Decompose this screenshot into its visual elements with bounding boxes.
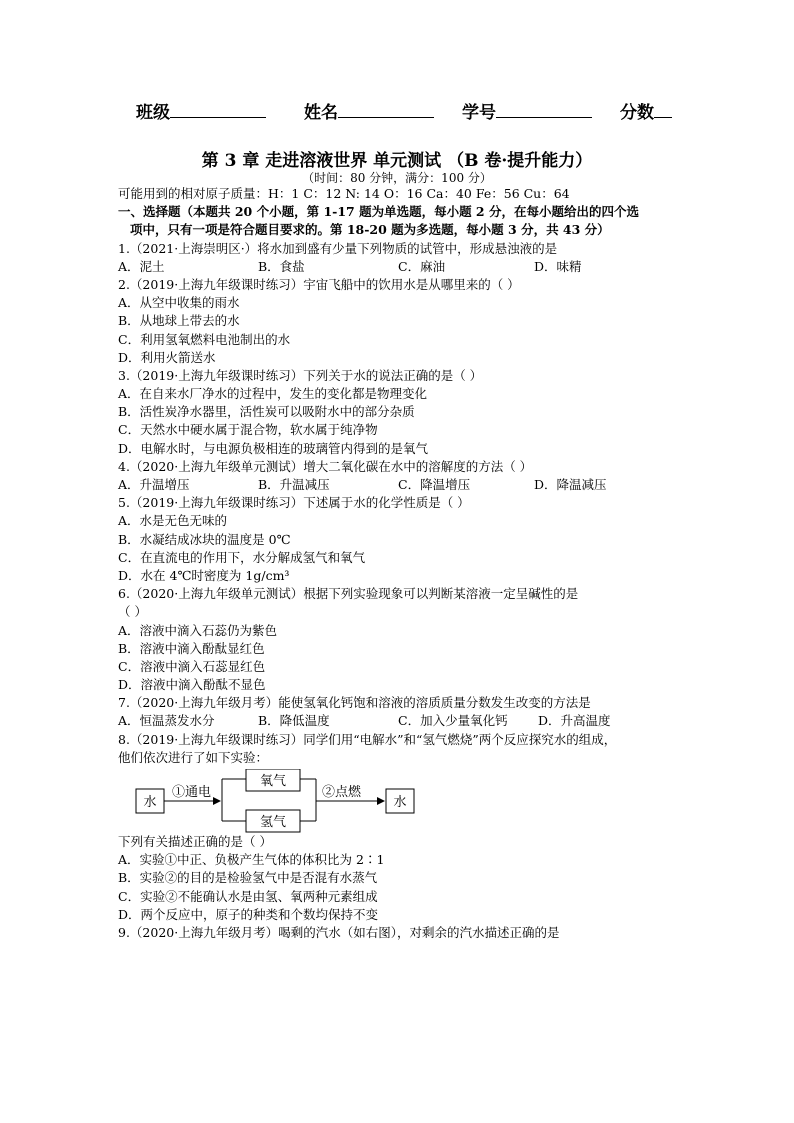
question-7-options <box>118 712 678 730</box>
score-field[interactable] <box>620 98 672 123</box>
question-1-options <box>118 258 678 276</box>
question-4-options <box>118 476 678 494</box>
option-a[interactable]: A．实验①中正、负极产生气体的体积比为 2∶1 <box>118 852 385 868</box>
option-a[interactable]: A．溶液中滴入石蕊仍为紫色 <box>118 622 278 638</box>
class-label: 班级 <box>136 103 170 123</box>
start-label: 水 <box>143 795 157 810</box>
option-d[interactable]: D．电解水时，与电源负极相连的玻璃管内得到的是氧气 <box>118 440 429 456</box>
option-d[interactable]: D．水在 4℃时密度为 1g/cm³ <box>118 567 290 583</box>
option-b[interactable]: B．降低温度 <box>258 713 330 729</box>
name-blank[interactable] <box>338 101 434 118</box>
question-9-stem: 9.（2020·上海九年级月考）喝剩的汽水（如右图），对剩余的汽水描述正确的是 <box>118 924 560 940</box>
exam-subtitle: （时间：80 分钟，满分：100 分） <box>302 171 492 185</box>
question-1-stem: 1.（2021·上海崇明区·）将水加到盛有少量下列物质的试管中，形成悬浊液的是 <box>118 240 558 256</box>
exam-title: 第 3 章 走进溶液世界 单元测试 （B 卷·提升能力） <box>201 151 593 171</box>
score-label: 分数 <box>620 103 654 123</box>
option-a[interactable]: A．水是无色无味的 <box>118 513 228 529</box>
option-a[interactable]: A．泥土 <box>118 258 165 274</box>
option-b[interactable]: B．升温减压 <box>258 477 330 492</box>
option-c[interactable]: C．降温增压 <box>398 477 471 492</box>
question-6-stem-cont: （ ） <box>118 604 147 620</box>
exam-content <box>118 185 678 942</box>
student-id-blank[interactable] <box>496 101 592 118</box>
hydrogen-label: 氢气 <box>259 815 287 830</box>
option-b[interactable]: B．溶液中滴入酚酞显红色 <box>118 640 265 656</box>
student-id-label: 学号 <box>462 103 496 123</box>
option-c[interactable]: C．实验②不能确认水是由氢、氧两种元素组成 <box>118 888 378 904</box>
step2-label: ②点燃 <box>322 785 362 800</box>
question-8-stem-cont: 他们依次进行了如下实验： <box>118 749 269 765</box>
option-d[interactable]: D．溶液中滴入酚酞不显色 <box>118 677 266 693</box>
question-4-stem: 4.（2020·上海九年级单元测试）增大二氧化碳在水中的溶解度的方法（ ） <box>118 458 533 474</box>
option-d[interactable]: D．升高温度 <box>538 713 611 729</box>
option-a[interactable]: A．从空中收集的雨水 <box>118 295 240 311</box>
option-d[interactable]: D．两个反应中，原子的种类和个数均保持不变 <box>118 906 379 922</box>
step1-label: ①通电 <box>172 785 212 800</box>
question-3-stem: 3.（2019·上海九年级课时练习）下列关于水的说法正确的是（ ） <box>118 367 483 383</box>
end-label: 水 <box>393 795 407 810</box>
student-id-field[interactable] <box>462 98 592 123</box>
option-b[interactable]: B．从地球上带去的水 <box>118 313 240 329</box>
question-5-stem: 5.（2019·上海九年级课时练习）下述属于水的化学性质是（ ） <box>118 495 470 511</box>
option-c[interactable]: C．利用氢氧燃料电池制出的水 <box>118 331 291 347</box>
section-heading: 一、选择题（本题共 20 个小题，第 1-17 题为单选题，每小题 2 分，在每小题给出的四个选 <box>118 204 639 220</box>
question-8-stem: 8.（2019·上海九年级课时练习）同学们用“电解水”和“氢气燃烧”两个反应探究水的组成， <box>118 731 617 747</box>
option-b[interactable]: B．实验②的目的是检验氢气中是否混有水蒸气 <box>118 870 378 886</box>
question-8-prompt: 下列有关描述正确的是（ ） <box>118 834 272 849</box>
option-a[interactable]: A．升温增压 <box>118 477 190 492</box>
option-c[interactable]: C．在直流电的作用下，水分解成氢气和氧气 <box>118 549 366 565</box>
option-c[interactable]: C．麻油 <box>398 258 446 274</box>
name-label: 姓名 <box>304 103 338 123</box>
flow-diagram-svg <box>118 769 438 833</box>
question-2-stem: 2.（2019·上海九年级课时练习）宇宙飞船中的饮用水是从哪里来的（ ） <box>118 276 520 292</box>
option-c[interactable]: C．天然水中硬水属于混合物，软水属于纯净物 <box>118 422 378 438</box>
option-b[interactable]: B．食盐 <box>258 258 305 274</box>
option-d[interactable]: D．降温减压 <box>534 477 607 492</box>
option-b[interactable]: B．水凝结成冰块的温度是 0℃ <box>118 531 291 547</box>
option-d[interactable]: D．利用火箭送水 <box>118 349 216 365</box>
section-heading-cont: 项中，只有一项是符合题目要求的。第 18-20 题为多选题，每小题 3 分，共 43 分） <box>130 222 610 238</box>
class-blank[interactable] <box>170 101 266 118</box>
oxygen-label: 氧气 <box>259 774 287 789</box>
question-7-stem: 7.（2020·上海九年级月考）能使氢氧化钙饱和溶液的溶质质量分数发生改变的方法是 <box>118 695 591 711</box>
option-c[interactable]: C．溶液中滴入石蕊显红色 <box>118 658 266 674</box>
question-6-stem: 6.（2020·上海九年级单元测试）根据下列实验现象可以判断某溶液一定呈碱性的是 <box>118 586 579 602</box>
class-field[interactable] <box>136 98 266 123</box>
name-field[interactable] <box>304 98 434 123</box>
score-blank[interactable] <box>654 101 672 118</box>
option-a[interactable]: A．恒温蒸发水分 <box>118 713 215 729</box>
water-experiment-diagram <box>118 769 678 833</box>
atomic-masses: 可能用到的相对原子质量：H：1 C：12 N: 14 O：16 Ca：40 Fe：56 Cu：64 <box>118 186 570 201</box>
option-a[interactable]: A．在自来水厂净水的过程中，发生的变化都是物理变化 <box>118 386 428 402</box>
option-b[interactable]: B．活性炭净水器里，活性炭可以吸附水中的部分杂质 <box>118 404 415 420</box>
option-c[interactable]: C．加入少量氧化钙 <box>398 713 508 729</box>
option-d[interactable]: D．味精 <box>534 258 582 274</box>
